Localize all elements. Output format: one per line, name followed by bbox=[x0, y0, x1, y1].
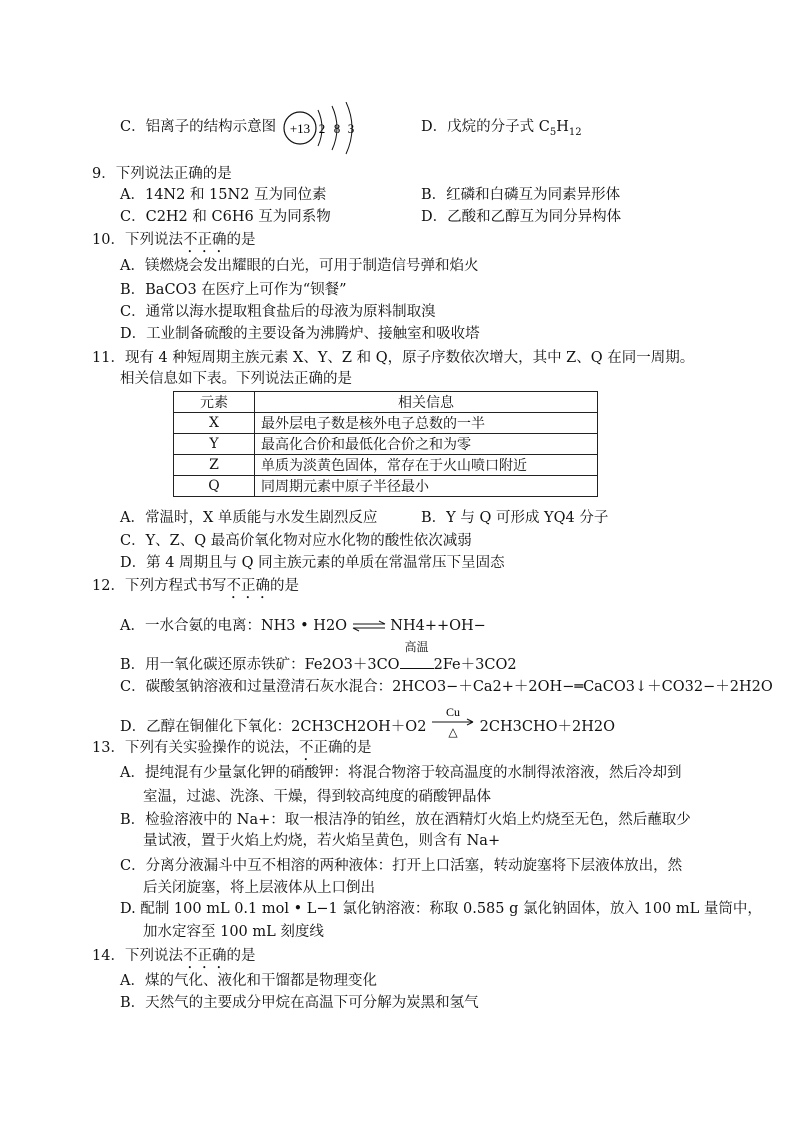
q12-negation: 不正确 bbox=[226, 578, 270, 594]
q12-option-a: A．一水合氨的电离：NH3 • H2O NH4++OH− bbox=[120, 618, 486, 634]
table-row bbox=[174, 434, 598, 455]
q10-option-a: A．镁燃烧会发出耀眼的白光，可用于制造信号弹和焰火 bbox=[120, 258, 479, 274]
q12-option-d: D．乙醇在铜催化下氧化：2CH3CH2OH＋O2 Cu △ 2CH3CHO＋2H2O bbox=[120, 706, 615, 739]
table-header-row bbox=[174, 392, 598, 413]
q13-option-a-line-1: A．提纯混有少量氯化钾的硝酸钾：将混合物溶于较高温度的水制得浓溶液，然后冷却到 bbox=[120, 765, 682, 781]
table-row bbox=[174, 455, 598, 476]
q8-option-c bbox=[120, 117, 276, 137]
equilibrium-arrow-icon bbox=[352, 620, 386, 632]
q11-option-a: A．常温时，X 单质能与水发生剧烈反应 bbox=[120, 510, 378, 526]
q12-option-b: B．用一氧化碳还原赤铁矿：Fe2O3＋3CO 高温 2Fe＋3CO2 bbox=[120, 640, 517, 673]
q10-stem: 10．下列说法不正确的是 bbox=[92, 232, 256, 248]
table-cell-element: X bbox=[174, 413, 255, 434]
table-cell-info: 单质为淡黄色固体，常存在于火山喷口附近 bbox=[255, 455, 598, 476]
q9-option-d: D．乙酸和乙醇互为同分异构体 bbox=[421, 209, 622, 225]
q10-option-d: D．工业制备硫酸的主要设备为沸腾炉、接触室和吸收塔 bbox=[120, 326, 480, 342]
q8-option-c-text: C．铝离子的结构示意图 bbox=[120, 119, 277, 135]
table-cell-element: Z bbox=[174, 455, 255, 476]
element-info-table bbox=[173, 391, 598, 497]
q10-negation: 不正确 bbox=[182, 232, 227, 248]
q13-option-a-line-2: 室温，过滤、洗涤、干燥，得到较高纯度的硝酸钾晶体 bbox=[143, 789, 491, 805]
high-temperature-condition: 高温 bbox=[400, 655, 434, 675]
q13-option-c-line-1: C．分离分液漏斗中互不相溶的两种液体：打开上口活塞，转动旋塞将下层液体放出，然 bbox=[120, 858, 683, 874]
q11-option-c: C．Y、Z、Q 最高价氧化物对应水化物的酸性依次减弱 bbox=[120, 533, 472, 549]
q10-option-b: B．BaCO3 在医疗上可作为“钡餐” bbox=[120, 282, 347, 298]
q14-option-a: A．煤的气化、液化和干馏都是物理变化 bbox=[120, 973, 377, 989]
q14-stem: 14．下列说法不正确的是 bbox=[92, 948, 256, 964]
q9-option-a: A．14N2 和 15N2 互为同位素 bbox=[120, 187, 327, 203]
q11-stem-line-1: 11．现有 4 种短周期主族元素 X、Y、Z 和 Q，原子序数依次增大，其中 Z、Q 在同一周期。 bbox=[92, 350, 695, 366]
q13-option-d-line-2: 加水定容至 100 mL 刻度线 bbox=[143, 924, 324, 940]
nucleus-charge: +13 bbox=[289, 121, 311, 136]
shell-electrons-1: 2 bbox=[318, 121, 326, 136]
table-row bbox=[174, 413, 598, 434]
table-cell-element: Y bbox=[174, 434, 255, 455]
q8-option-d: D．戊烷的分子式 $C_5H_{12}$ bbox=[421, 119, 582, 138]
q11-stem-line-2: 相关信息如下表。下列说法正确的是 bbox=[120, 371, 352, 387]
q13-stem: 13．下列有关实验操作的说法，不正确的是 bbox=[92, 740, 372, 756]
table-header-info: 相关信息 bbox=[255, 392, 598, 413]
q10-option-c: C．通常以海水提取粗食盐后的母液为原料制取溴 bbox=[120, 304, 436, 320]
q14-option-b: B．天然气的主要成分甲烷在高温下可分解为炭黑和氢气 bbox=[120, 995, 479, 1011]
q12-stem: 12．下列方程式书写不正确的是 bbox=[92, 578, 299, 594]
aluminum-ion-structure-diagram bbox=[282, 102, 372, 158]
catalyst-arrow-icon bbox=[431, 706, 475, 740]
q13-option-c-line-2: 后关闭旋塞，将上层液体从上口倒出 bbox=[143, 880, 375, 896]
q9-stem: 9．下列说法正确的是 bbox=[92, 166, 232, 182]
table-cell-info: 同周期元素中原子半径最小 bbox=[255, 476, 598, 497]
q13-negation: 不 bbox=[298, 740, 314, 756]
table-cell-element: Q bbox=[174, 476, 255, 497]
table-header-element: 元素 bbox=[174, 392, 255, 413]
shell-electrons-3: 3 bbox=[347, 121, 355, 136]
q13-option-d-line-1: D. 配制 100 mL 0.1 mol • L−1 氯化钠溶液：称取 0.585 g 氯化钠固体，放入 100 mL 量筒中， bbox=[120, 901, 762, 917]
shell-electrons-2: 8 bbox=[333, 121, 341, 136]
q13-option-b-line-1: B．检验溶液中的 Na+：取一根洁净的铂丝，放在酒精灯火焰上灼烧至无色，然后蘸取少 bbox=[120, 812, 691, 828]
q9-option-c: C．C2H2 和 C6H6 互为同系物 bbox=[120, 209, 331, 225]
q11-option-d: D．第 4 周期且与 Q 同主族元素的单质在常温常压下呈固态 bbox=[120, 555, 505, 571]
svg-text:Cu: Cu bbox=[446, 706, 461, 719]
table-cell-info: 最外层电子数是核外电子总数的一半 bbox=[255, 413, 598, 434]
q12-option-c: C．碳酸氢钠溶液和过量澄清石灰水混合：2HCO3−＋Ca2+＋2OH−═CaCO3↓＋CO32−＋2H2O bbox=[120, 679, 773, 695]
q13-option-b-line-2: 量试液，置于火焰上灼烧，若火焰呈黄色，则含有 Na+ bbox=[143, 833, 501, 849]
svg-text:△: △ bbox=[448, 725, 458, 739]
table-cell-info: 最高化合价和最低化合价之和为零 bbox=[255, 434, 598, 455]
q11-option-b: B．Y 与 Q 可形成 YQ4 分子 bbox=[421, 510, 609, 526]
q14-negation: 不正确 bbox=[182, 948, 227, 964]
q9-option-b: B．红磷和白磷互为同素异形体 bbox=[421, 187, 621, 203]
table-row bbox=[174, 476, 598, 497]
